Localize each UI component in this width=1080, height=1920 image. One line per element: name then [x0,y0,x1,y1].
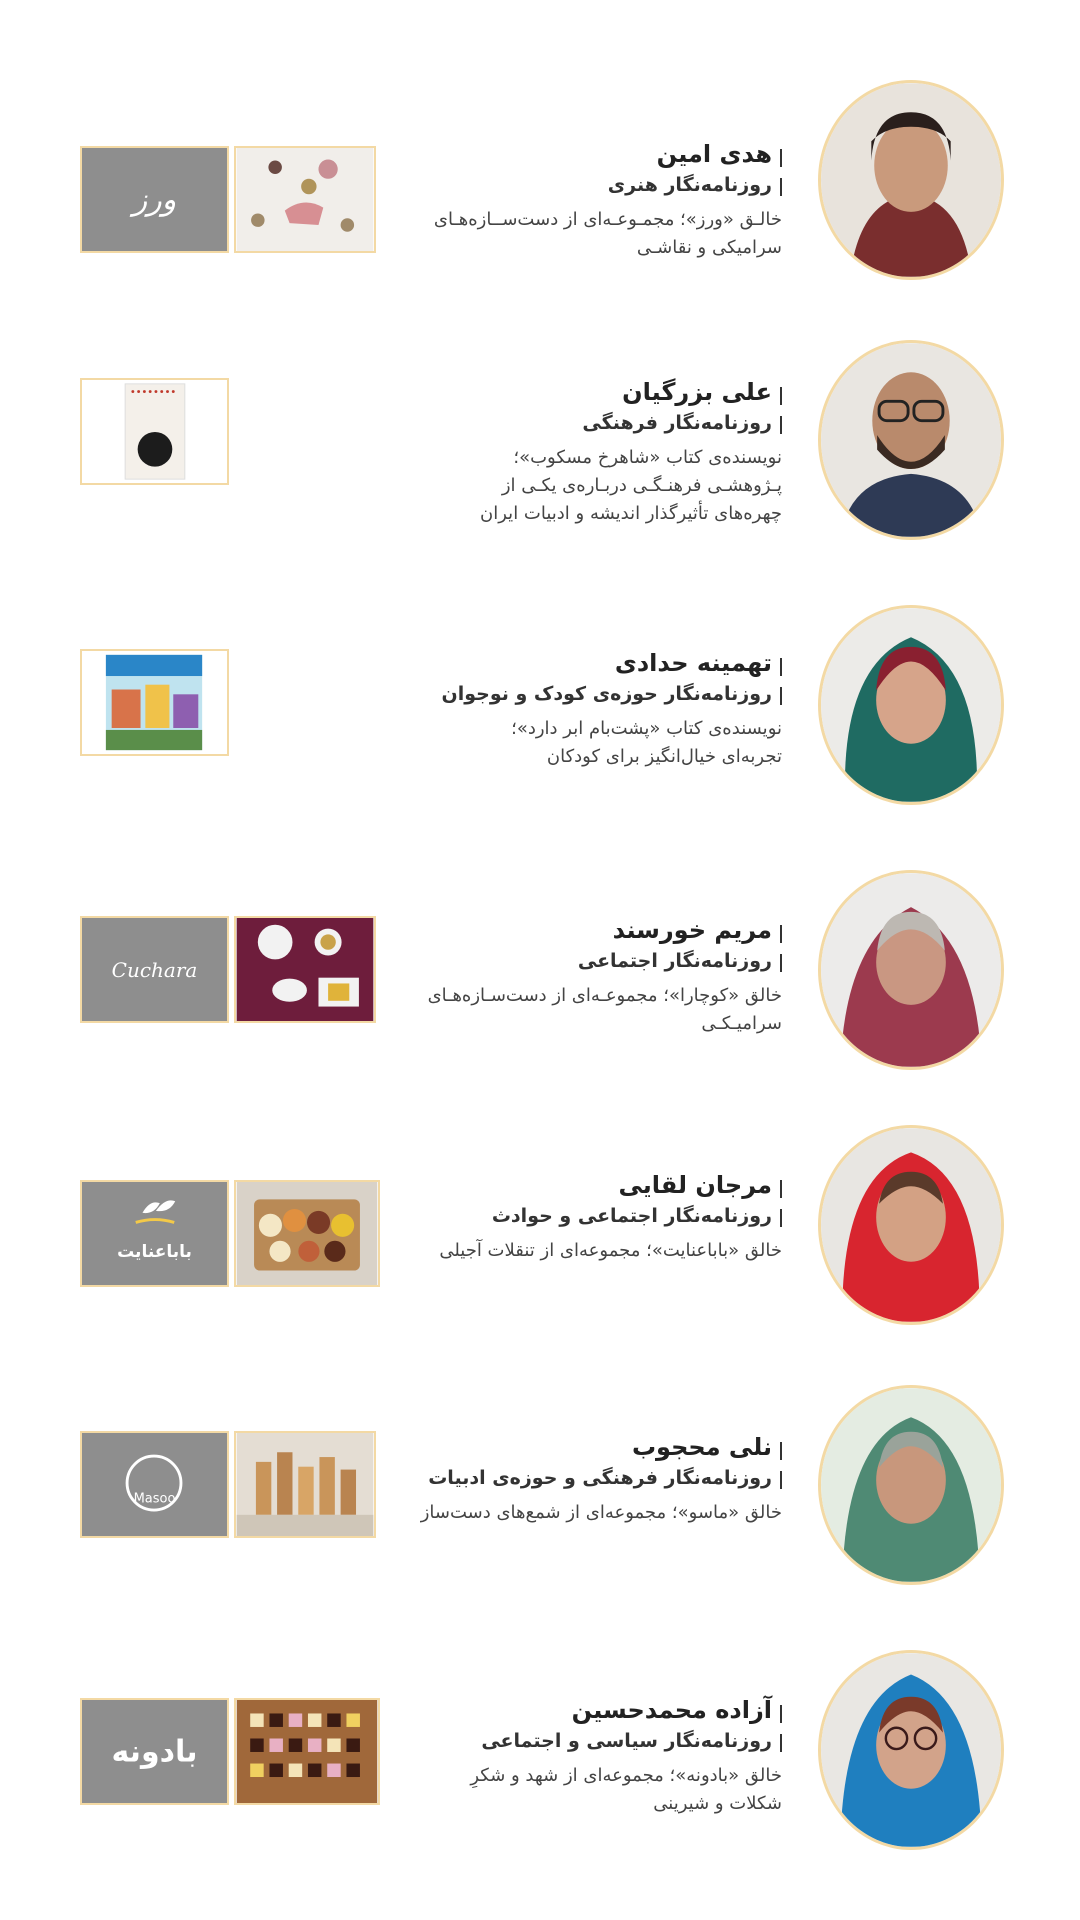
person-role: روزنامه‌نگار اجتماعی و حوادث [302,1201,782,1231]
person-description: خالق «باباعنایت»؛ مجموعه‌ای از تنقلات آجیلی [439,1240,782,1261]
portrait-photo [818,870,1004,1070]
person-name: نلی محجوب [302,1431,782,1463]
portrait-photo [818,1125,1004,1325]
book-cover [80,378,229,485]
person-role: روزنامه‌نگار فرهنگی [302,408,782,438]
person-role: روزنامه‌نگار سیاسی و اجتماعی [302,1726,782,1756]
brand-logo: Cuchara [80,916,229,1023]
portrait-photo [818,605,1004,805]
person-description: خالق «ماسو»؛ مجموعه‌ای از شمع‌های دست‌ساز [420,1502,782,1523]
product-photo [234,1698,380,1805]
person-name: مریم خورسند [302,914,782,946]
person-role: روزنامه‌نگار اجتماعی [302,946,782,976]
portrait-photo [818,1385,1004,1585]
brand-logo: باباعنایت [80,1180,229,1287]
product-photo [234,146,376,253]
portrait-photo [818,1650,1004,1850]
person-description: خالق «بادونه»؛ مجموعه‌ای از شهد و شکرِ شکلات و شیرینی [470,1765,782,1814]
brand-logo: ورز [80,146,229,253]
book-cover [80,649,229,756]
person-description: خالـق «ورز»؛ مجمـوعـه‌ای از دست‌ســازه‌هـای سرامیکی و نقاشـی [433,209,782,258]
person-role: روزنامه‌نگار فرهنگی و حوزه‌ی ادبیات [302,1463,782,1493]
brand-logo: بادونه [80,1698,229,1805]
person-role: روزنامه‌نگار هنری [302,170,782,200]
portrait-photo [818,340,1004,540]
person-role: روزنامه‌نگار حوزه‌ی کودک و نوجوان [302,679,782,709]
person-name: تهمینه حدادی [302,647,782,679]
person-name: آزاده محمدحسین [302,1694,782,1726]
product-photo [234,916,376,1023]
product-photo [234,1431,376,1538]
product-photo [234,1180,380,1287]
portrait-photo [818,80,1004,280]
person-name: علی بزرگیان [302,376,782,408]
person-name: هدی امین [302,138,782,170]
person-description: خالق «کوچارا»؛ مجموعـه‌ای از دست‌سـازه‌هـای سرامیـکـی [427,985,782,1034]
person-description: نویسنده‌ی کتاب «پشت‌بام ابر دارد»؛ تجربه‌ای خیال‌انگیز برای کودکان [511,718,782,767]
person-description: نویسنده‌ی کتاب «شاهرخ مسکوب»؛ پـژوهشـی فرهنـگـی دربـاره‌ی یکـی از چهره‌های تأثیرگذار اندیشه و ادبیات ایران [480,447,782,524]
brand-logo: Masoo [80,1431,229,1538]
person-name: مرجان لقایی [302,1169,782,1201]
